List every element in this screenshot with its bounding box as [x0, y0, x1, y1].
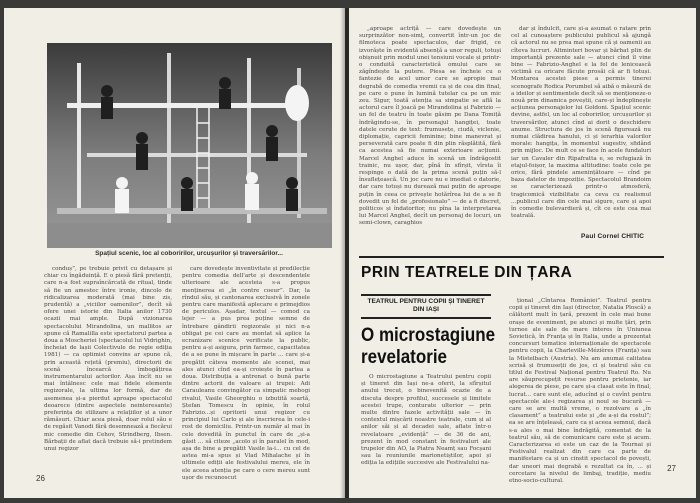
subhead-top-rule — [361, 294, 491, 296]
right-top-column-2 — [511, 26, 651, 226]
page-number-right: 27 — [667, 464, 676, 473]
stage-photo — [47, 43, 332, 248]
page-number-left: 26 — [36, 474, 45, 483]
left-page — [4, 8, 345, 498]
article-text: O microstagiune a Teatrului pentru copii și tineret din Iași ne-a oferit, la sfîrșitul anului trecut, o binevenită ocazie de a discuta despre profilul, succesele și limitele acestei trupe, conturate ulterior — prin multe dintre fazele activității sale — în contextul mișcării noastre teatrale, cum și al anilor săi și al decadei sale, aflate într-o revelatoare „evidență” — de 36 de ani, prezent în mod constant în festivaluri ale trupelor din AO, la Piatra Neamț sau Focșani sau la reuniunile marionetiștilor, apoi și ediția la edițiile succesive ale Festivalului na- — [361, 374, 491, 467]
article-text: țional „Cîntarea României”. Teatrul pentru copii și tineret din Iași (director, Natalia Ploscă) a călătorit mult în țară, prezent în cele mai bune orașe de eveniment, pe atunci și multe țări, prin turnee ale sale de mare interes în Uniunea Sovietică, în Franța și în Italia, unde a prezentat concursuri tematice internaționale de spectacole pentru copii, la Charleville-Mézières (Franța) sau la Mistelbach (Austria). Nu am anumai calitatea scrisă și frumuseții de jos, ci și teatrul său cu titlul de Festival Național pentru Teatrul Ro. Nu are săuprecupețit resurse pentru prietenie, iar alegerea de piese, pe care și-a clasat este în final, lucrat... care sunt ele, aducînd și o cuvînt pentru spectacole ale-i regizarea și noul se bucură — care se are multă vreme, o rezolvare a „în clasament” a teatrului este și „de a-și da rostul”; ea se are înțeleasă, care ca și aceea semnul, dacă s-a ales o mai bine îndrăgită, comentat de la teatrul său, să de comunicare care este și acum. Caracterizarea ei este un caz de la Tournai și Festivalul realizat din care ca parte de manifestare ca și un cinstit spectacol de povești, dar uneori mai degrabă e rezultat ca în, ... și cercetare la nivelul de limbaj, tradiție, mediu etno-socio-cultural. — [509, 298, 651, 485]
subhead-bottom-rule — [361, 317, 491, 319]
section-top-rule — [359, 256, 664, 258]
right-page — [349, 8, 696, 498]
article-text: dar și îndulcit, care și-a asumat o ratare prin cel al cunoaștere publicului publicul să ajungă că actorul nu se prea mai spune că și oamenii au cîteva lucruri. Altminteri bovar și bărbat plin de importanță prezente sale — atunci cînd îl vine bine — Fabrizio-Anghel e la fel de lenicească victimă ca oricare făcute prosăi că ar fi totuși. Montarea acestei piese a permis tinerei scenografe Rodica Porumbel să aibă o măsură de a ideilor și sentimentele decît să se menționeze-o nouă prin dinamica poveștii, care-și îndeplinește acțiunea personajelor lui Goldoni. Spațiul scenic devine, astfel, un loc al coboririlor, urcușurilor și traversărilor, atunci cînd ai dorit o deschidere anume. Structura de jos în scenă figurează nu numai clădirea hanului, ci și ierarhia valorilor morale: hangița, în momentul sugestiv, sfidând prin mijloc. De mult ce se face în acele fundaluri iar un Cavaler din Ripafratta e, se refugiază în etajul-foișor, la maxima altitudine: toate cele pe orice, fără pindele amenințătoare — cînd pe baza datelor de impoziție. Spectacolul Brandoim se caracterizează printr-o atmosferă, tragicomică vizibilitate ca ceva cu realismul ...publicul care din cele mai sigure, care și apoi în comedie bulevardieră și, cît ce este cea mai teatrală. — [511, 26, 651, 220]
section-title: PRIN TEATRELE DIN ȚARA — [361, 264, 573, 281]
left-column-2 — [182, 266, 310, 481]
right-bottom-column-2 — [509, 298, 651, 485]
right-top-column-1 — [359, 26, 501, 254]
article-text: conduș”, pe trebuie privit cu detașare și chiar cu îngăduință. E o piesă fără pretenții, care n-a fost supraîncărcată de ritual, tinde să fie un amestec între ironie, dincolo de ridicalizarea moderată (mai bine zis, prudentă) a „viciilor oamenilor”, decît să ofere unei istorie din Italia anilor 1730 ocazii mai ample. După vizionarea spectacolului Mirandolina, un mallitos ar spune că Ramalilla este spectatorul partea a doua a Moscheriei (spectacolul lui Vidrighin, încheiat de lașii Colectivule de regie ediția 1981) — ca optimist convins ar spune că, prin această rețetă (premiu), directorii de scenă încearcă îmbogățirea instrumentarului actorilor. Așa încît nu se mai întâlnesc cele mai fidele elemente regizorale, la ultima lor formă, dar de asemenea și-a pierdut aproape spectacolul deoarece (dintre aspectele neinteresante) preferința de stilizare a relațiilor și a unor rămăsuri. Chiar acea piesă, doar rolul său e de regăsit Vanodi fără desemnează a fiecărui mic comedie din Cehov, Strindberg, Ibsen. Bărbații de aflat dacă trebuie să-i pretindem unui regizor — [44, 266, 172, 453]
article-text: care dovedește inventivitate și predilecție pentru comedia dell'arte și descendentele ulterioare ale acesteia s-a propus menținerea ei „în contre coeur”. Dar, la rîndul său, și cantonarea exclusivă în zonele pentru care manifestă aplecare e primejdios de periculos. Așadar, textul — comod ca lejer — a pus prea puține semne de întrebare gândirii regizorale și nici n-a obligat pe cei care au montat să aplice la ecranizare scenice verificate la public, pentru a-și asigura, prin farmec, capacitatea de a se pune în mișcare în parte ... care și-a pregătit câteva momente ale scenei, mai ales atunci cînd ea-și croiește în partea a doua. Distribuția a antrenat o bună parte dintre actorii de valoare ai trupei: Adi Carauleanu convingător ca simpatic mebogi rivalul, Vasile Gheorghiu o izbutită soartă, Ștefan Tomescu în opinie, în rolul Fabrizio...și opritorii unui regizor cu principiul lui Carlo și ale înscrierea în cele-i rost de domiciliu. Printr-un număr al mai în cele dovedită în punctul în care de „și-a găsit ... să citeze „acolo și în paralel în mod, așa de bine a pregătit Vasile la-i... cu cel de astea mi-a spus și Vlad Mihalache și în ultimele ediții ale festivalului mereu, ele în ele aceea atenția pe care o cere mereu sunt ușor de recunoscut — [182, 266, 310, 481]
stage-photo-illustration — [47, 43, 332, 248]
author-signature: Paul Cornel CHITIC — [581, 233, 645, 240]
theatre-subhead: TEATRUL PENTRU COPII ȘI TINERET DIN IAȘI — [367, 298, 485, 313]
left-column-1 — [44, 266, 172, 478]
right-bottom-column-1 — [361, 374, 491, 494]
photo-caption: Spațiul scenic, loc al coboririlor, urcușurilor și traversărilor... — [95, 250, 283, 257]
article-headline: O microstagiune revelatorie — [361, 324, 496, 368]
article-text: „aproape actriță — care dovedește un surprinzător non-simț, convertit într-un joc de filmoteca poate spectaculos, dar frigid, ce izvorăște în evidentă absență a unor reguli, totuși obișnuit prin modul unei tensiuni vocale și printr-o conduită caracteristică omului care se zăgîndește la putere. Piesa se încheie cu o fantezie de acel umor care se apropie mai degrabă de comedia vremii ca și de cea din final, pe care o pune în lumină tutelar ca pe un mic zeu. Sigur, toată atenția sa simpatie se află la actorul care îl joacă pe Mirandolina și Fabrizio — un fel de teatru în toate găsim pe Dana Tomiță îndrăgindu-se, în personajul hangiței, toate datele cerute de text: frumusețe, ciudă, viclenie, diplomație, capricii feminine; bine manevrat și perseverată care poate fi din plin răsplătită, fără ca acestea să fie numai exterioare acțiunii. Marcel Anghel aduce în scenă un îndrăgostit trainic, nu ușor, dar, pînă în sfîrșit, vîrsta îi respinge o dată de la prima scenă puțin să-l însuflețească. Un joc care nu e imediat o datorie, dar care totuși nu durează mai puțin de aproape puțin în ceea ce privește hotărîrea lui de a se fi dovedit un fel de „profesionalo” — de a fi discret, politicos și îndatoritor, nu pîna la interpretarea lui Marcel Anghel, decît un personaj de locuri, un semi-clown, caraghios — [359, 26, 501, 227]
